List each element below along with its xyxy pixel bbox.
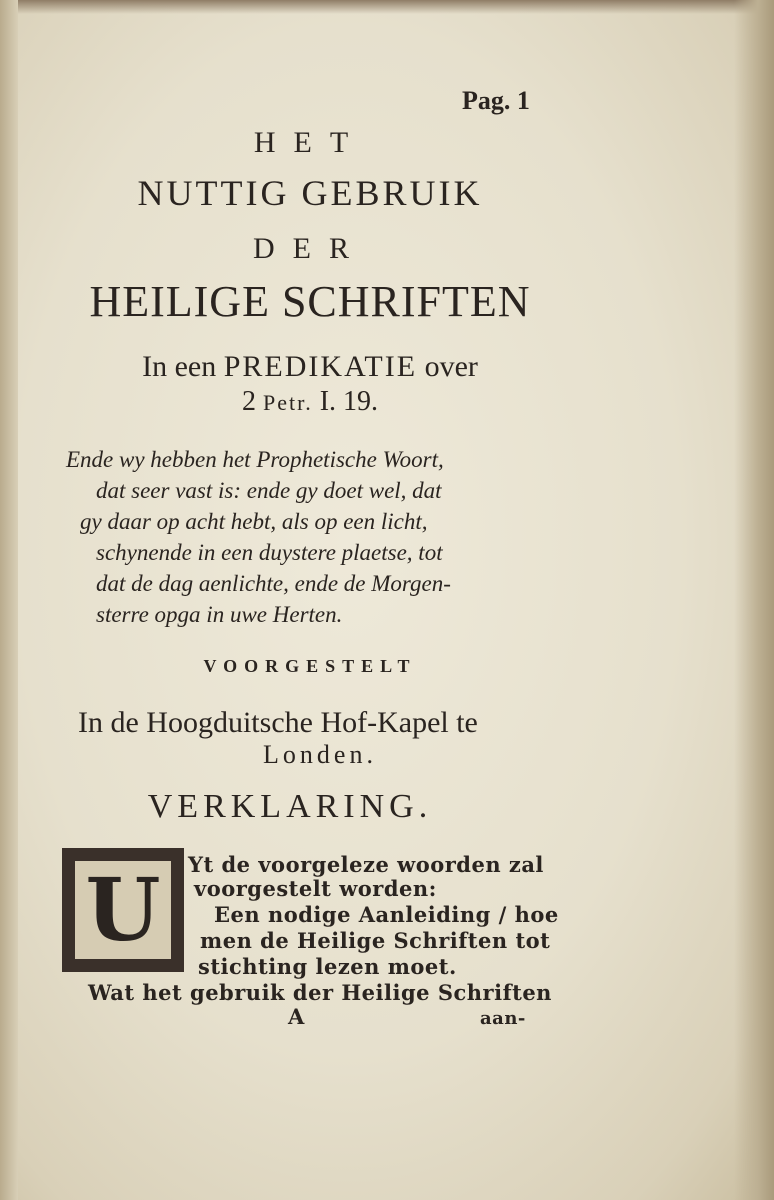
body-line: stichting lezen moet. xyxy=(198,954,457,979)
body-line: Wat het gebruik der Heilige Schriften xyxy=(88,980,552,1005)
body-line: men de Heilige Schriften tot xyxy=(200,928,551,953)
signature-mark: A xyxy=(288,1004,305,1029)
body-line: voorgestelt worden: xyxy=(194,876,437,901)
location-line-2: Londen. xyxy=(263,740,377,769)
quote-line: dat de dag aenlichte, ende de Morgen- xyxy=(96,571,451,596)
quote-line: dat seer vast is: ende gy doet wel, dat xyxy=(96,478,442,503)
scripture-reference xyxy=(0,386,620,418)
scripture-quote xyxy=(66,444,566,630)
quote-line: gy daar op acht hebt, als op een licht, xyxy=(80,509,428,534)
presented-label: VOORGESTELT xyxy=(203,656,417,676)
title-line-3: DER xyxy=(253,232,367,265)
body-line: Een nodige Aanleiding / hoe xyxy=(214,902,559,927)
subtitle-prefix: In een xyxy=(142,350,217,383)
quote-line: schynende in een duystere plaetse, tot xyxy=(96,540,443,565)
location-line-1: In de Hoogduitsche Hof-Kapel te xyxy=(78,706,478,739)
subtitle-line xyxy=(0,350,620,384)
reference-book: Petr. xyxy=(262,390,313,415)
decorated-initial xyxy=(62,848,184,972)
title-line-4: HEILIGE SCHRIFTEN xyxy=(89,277,531,326)
quote-line: sterre opga in uwe Herten. xyxy=(96,602,343,627)
reference-number: 2 xyxy=(241,386,256,417)
page-number: Pag. 1 xyxy=(462,86,530,115)
title-line-1: HET xyxy=(253,126,367,159)
title-line-2: NUTTIG GEBRUIK xyxy=(137,173,483,213)
reference-chapter-verse: I. 19. xyxy=(319,386,379,417)
page-right-edge xyxy=(734,0,774,1200)
section-heading: VERKLARING. xyxy=(147,788,433,825)
initial-letter: U xyxy=(75,861,171,959)
subtitle-caps: PREDIKATIE xyxy=(223,350,418,383)
body-line: Yt de voorgeleze woorden zal xyxy=(188,852,544,877)
page-top-shadow xyxy=(0,0,774,14)
subtitle-suffix: over xyxy=(424,350,478,383)
catchword: aan- xyxy=(480,1008,526,1029)
quote-line: Ende wy hebben het Prophetische Woort, xyxy=(66,447,444,472)
